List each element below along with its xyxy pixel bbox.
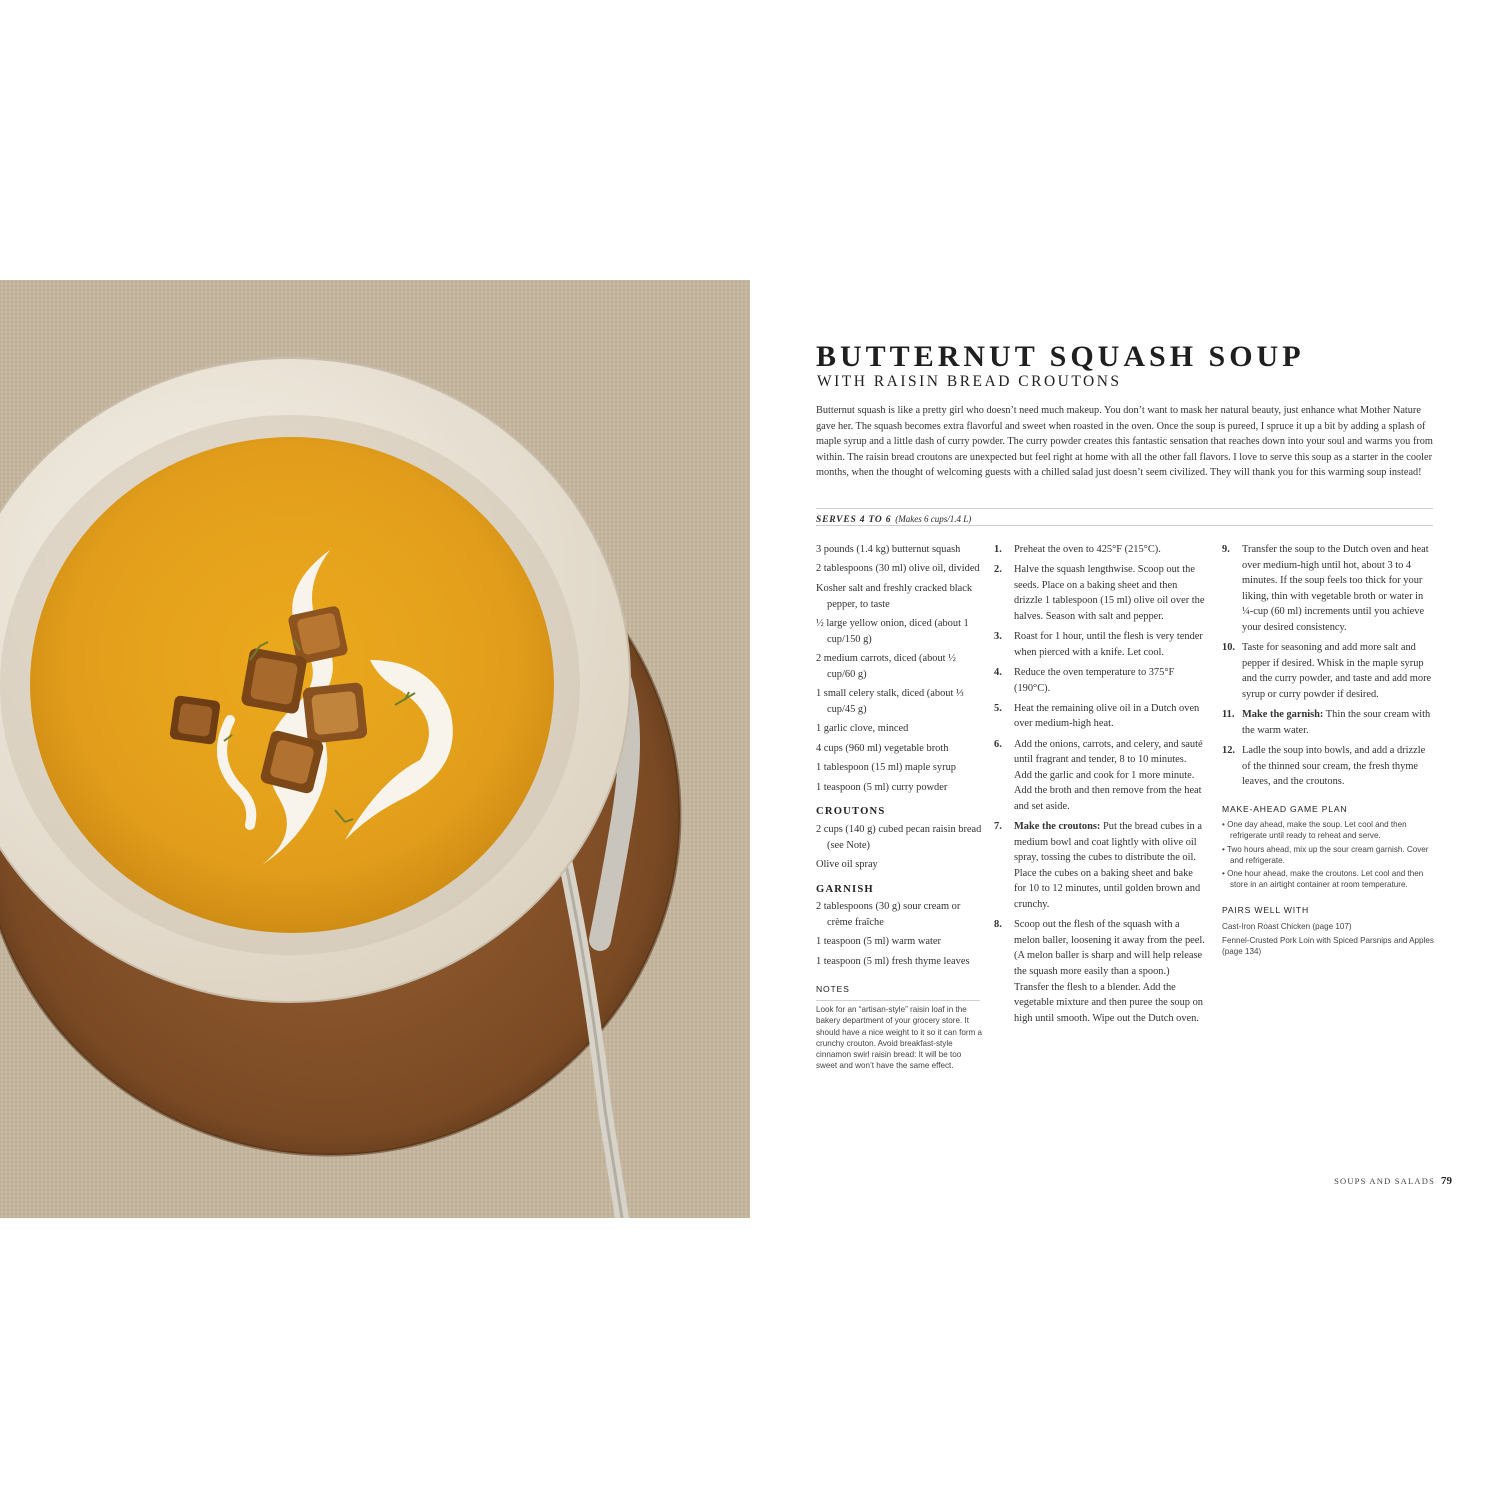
ingredients-column (816, 542, 986, 1072)
step-lead: Make the garnish: (1242, 709, 1324, 721)
step-text: Taste for seasoning and add more salt and pepper if desired. Whisk in the maple syrup and the curry powder, and taste and add more syrup or curry powder if desired. (1242, 642, 1432, 700)
step-item (1222, 743, 1434, 790)
step-number: 10. (1222, 642, 1235, 654)
notes-heading: NOTES (816, 982, 980, 1001)
make-ahead-item: • Two hours ahead, mix up the sour cream garnish. Cover and refrigerate. (1222, 844, 1429, 865)
ingredient: 3 pounds (1.4 kg) butternut squash (816, 544, 961, 555)
step-number: 5. (994, 702, 1002, 714)
step-item (1222, 542, 1434, 636)
step-item (994, 629, 1206, 660)
make-ahead-item: • One day ahead, make the soup. Let cool and then refrigerate until ready to reheat and serve. (1222, 820, 1407, 841)
ingredient: Olive oil spray (816, 859, 878, 870)
recipe-intro: Butternut squash is like a pretty girl who doesn’t need much makeup. You don’t want to mask her natural beauty, just enhance what Mother Nature gave her. The squash becomes extra flavorful and sweet when roasted in the oven. Once the soup is pureed, I spruce it up a bit by adding a splash of maple syrup and a little dash of curry powder. The curry powder creates this fantastic sensation that reaches down into your soul and warms you from within. The raisin bread croutons are unexpected but feel right at home with all the other fall flavors. I love to serve this soup as a starter in the cooler months, when the thought of welcoming guests with a chilled salad just doesn’t seem civilized. They will thank you for this warming soup instead! (816, 405, 1433, 479)
ingredient: 1 teaspoon (5 ml) warm water (816, 936, 941, 948)
step-number: 12. (1222, 744, 1235, 756)
ingredient: 1 small celery stalk, diced (about ⅓ cup/45 g) (816, 688, 964, 715)
serves-label: SERVES 4 TO 6 (816, 515, 892, 525)
step-item (994, 917, 1206, 1026)
step-text: Add the onions, carrots, and celery, and sauté until fragrant and tender, 8 to 10 minutes. Add the garlic and cook for 1 more minute. Add the broth and then remove from the heat and set aside. (1014, 738, 1203, 812)
notes-text: Look for an “artisan-style” raisin loaf in the bakery department of your grocery store. It should have a nice weight to it so it can form a crunchy crouton. Avoid breakfast-style cinnamon swirl raisin bread: It will be too sweet and won’t have the same effect. (816, 1004, 983, 1071)
step-text: Ladle the soup into bowls, and add a drizzle of the thinned sour cream, the fresh thyme leaves, and the croutons. (1242, 744, 1426, 788)
garnish-heading: GARNISH (816, 883, 874, 895)
pairs-item: Cast-Iron Roast Chicken (page 107) (1222, 921, 1352, 931)
step-number: 6. (994, 738, 1002, 750)
recipe-page (750, 280, 1500, 1218)
ingredient: 2 tablespoons (30 g) sour cream or crème fraîche (816, 901, 961, 928)
step-number: 8. (994, 919, 1002, 931)
step-number: 7. (994, 821, 1002, 833)
ingredient: 2 medium carrots, diced (about ½ cup/60 g) (816, 653, 956, 680)
ingredient: 1 tablespoon (15 ml) maple syrup (816, 762, 956, 774)
step-text: Put the bread cubes in a medium bowl and coat lightly with olive oil spray, tossing the cubes to distribute the oil. Place the cubes on a baking sheet and bake for 10 to 12 minutes, until golden brown and crunchy. (1014, 821, 1202, 911)
step-item (994, 562, 1206, 624)
ingredient: 2 cups (140 g) cubed pecan raisin bread (see Note) (816, 823, 982, 851)
step-text: Transfer the soup to the Dutch oven and heat over medium-high until hot, about 3 to 4 minutes. If the soup feels too thick for your liking, thin with vegetable broth or water in ¼-cup (60 ml) increments until you achieve your desired consistency. (1242, 544, 1429, 633)
section-name: SOUPS AND SALADS (1334, 1176, 1435, 1186)
soup-photo (0, 280, 750, 1218)
croutons-heading: CROUTONS (816, 806, 886, 818)
step-number: 2. (994, 564, 1002, 576)
step-number: 1. (994, 544, 1002, 555)
step-item (1222, 640, 1434, 702)
ingredient: Kosher salt and freshly cracked black pepper, to taste (816, 582, 973, 610)
soup-bowl-illustration (0, 280, 750, 1218)
step-text: Preheat the oven to 425°F (215°C). (1014, 544, 1161, 555)
pairs-heading: PAIRS WELL WITH (1222, 905, 1309, 916)
recipe-subtitle: WITH RAISIN BREAD CROUTONS (817, 373, 1122, 390)
step-item (994, 819, 1206, 913)
page-number: 79 (1441, 1175, 1452, 1187)
step-number: 3. (994, 631, 1002, 643)
ingredient: 1 teaspoon (5 ml) curry powder (816, 781, 948, 793)
step-text: Roast for 1 hour, until the flesh is very tender when pierced with a knife. Let cool. (1014, 631, 1203, 658)
step-lead: Make the croutons: (1014, 821, 1101, 833)
step-item (994, 701, 1206, 732)
steps-column-2 (1222, 542, 1434, 962)
ingredient: ½ large yellow onion, diced (about 1 cup/150 g) (816, 618, 969, 645)
step-item (994, 665, 1206, 696)
step-text: Reduce the oven temperature to 375°F (190°C). (1014, 666, 1175, 694)
step-item (1222, 707, 1434, 738)
step-number: 9. (1222, 544, 1230, 555)
make-ahead-item: • One hour ahead, make the croutons. Let cool and then store in an airtight container at room temperature. (1222, 869, 1424, 890)
step-item (994, 737, 1206, 815)
steps-column-1 (994, 542, 1206, 1031)
step-number: 11. (1222, 709, 1235, 721)
step-text: Scoop out the flesh of the squash with a melon baller, loosening it away from the peel. (A melon baller is sharp and will help release the squash more easily than a spoon.) Transfer the flesh to a blender. Add the vegetable mixture and then puree the soup on high until smooth. Wipe out the Dutch oven. (1014, 919, 1205, 1024)
yield-label: (Makes 6 cups/1.4 L) (895, 514, 972, 524)
ingredient: 2 tablespoons (30 ml) olive oil, divided (816, 563, 980, 575)
ingredient: 1 teaspoon (5 ml) fresh thyme leaves (816, 955, 970, 967)
step-text: Heat the remaining olive oil in a Dutch oven over medium-high heat. (1014, 702, 1200, 730)
serves-bar (816, 508, 1433, 526)
step-text: Halve the squash lengthwise. Scoop out the seeds. Place on a baking sheet and then drizzle 1 tablespoon (15 ml) olive oil over the halves. Season with salt and pepper. (1014, 564, 1205, 622)
ingredient: 1 garlic clove, minced (816, 723, 909, 735)
make-ahead-heading: MAKE-AHEAD GAME PLAN (1222, 803, 1348, 814)
step-text: Thin the sour cream with the warm water. (1242, 709, 1431, 736)
pairs-item: Fennel-Crusted Pork Loin with Spiced Parsnips and Apples (page 134) (1222, 936, 1434, 957)
ingredient: 4 cups (960 ml) vegetable broth (816, 742, 949, 754)
step-item (994, 542, 1206, 558)
step-number: 4. (994, 666, 1002, 678)
recipe-title: BUTTERNUT SQUASH SOUP (816, 340, 1305, 373)
page-footer (1334, 1171, 1452, 1189)
